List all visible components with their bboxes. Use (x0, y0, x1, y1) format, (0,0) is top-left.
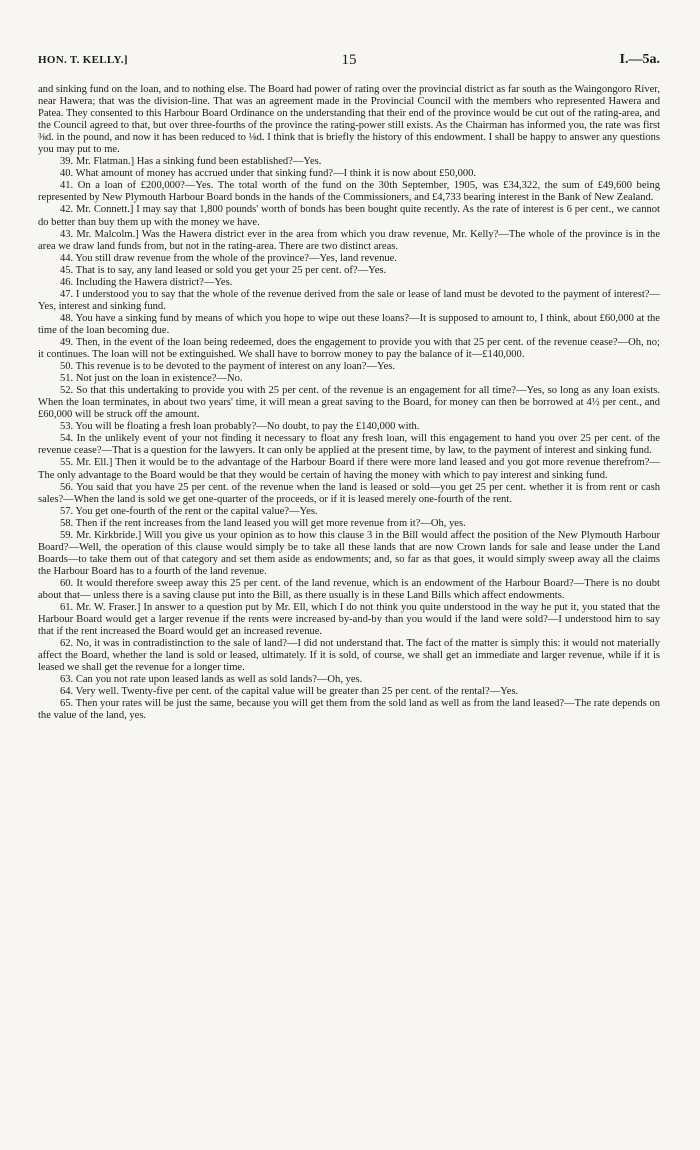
paragraph: 45. That is to say, any land leased or sold you get your 25 per cent. of?—Yes. (60, 264, 387, 276)
paragraph: 47. I understood you to say that the whole of the revenue derived from the sale or lease of land must be devoted to the payment of interest?—Yes, interest and sinking fund. (38, 288, 660, 312)
paragraph: 59. Mr. Kirkbride.] Will you give us your opinion as to how this clause 3 in the Bill would affect the position of the New Plymouth Harbour Board?—Well, the operation of this clause would simply be to take all these lands that are now Crown lands for sale and lease under the Land Boards—to take them out of that category and set them aside as endowments; and, so far as that goes, it would simply sweep away all the claims the Harbour Board has to a fourth of the land revenue. (38, 529, 660, 577)
paragraph: 55. Mr. Ell.] Then it would be to the advantage of the Harbour Board if there were more land leased and you got more revenue therefrom?—The only advantage to the Board would be that they would be certain of having the money with which to pay interest and sinking fund. (38, 457, 660, 481)
paragraph: 63. Can you not rate upon leased lands as well as sold lands?—Oh, yes. (60, 674, 363, 686)
page-body (38, 84, 660, 722)
paragraph: 64. Very well. Twenty-five per cent. of the capital value will be greater than 25 per cent. of the rental?—Yes. (60, 686, 519, 698)
paragraph: 50. This revenue is to be devoted to the payment of interest on any loan?—Yes. (60, 361, 395, 373)
paragraph: 42. Mr. Connett.] I may say that 1,800 pounds' worth of bonds has been bought quite recently. As the rate of interest is 6 per cent., we cannot do better than buy them up with the money we have. (38, 204, 660, 228)
paragraph: 62. No, it was in contradistinction to the sale of land?—I did not understand that. The fact of the matter is simply this: it would not materially affect the Board, whether the land is sold or leased, ultimately. If it is sold, of course, we shall get an immediate and larger revenue, while if it is leased we shall get the revenue for a longer time. (38, 638, 660, 674)
page-header (38, 52, 660, 74)
paragraph: 49. Then, in the event of the loan being redeemed, does the engagement to provide you with that 25 per cent. of the revenue cease?—Oh, no; it continues. The loan will not be extinguished. We shall have to borrow money to pay the balance of it—£140,000. (38, 336, 660, 361)
paragraph: 53. You will be floating a fresh loan probably?—No doubt, to pay the £140,000 with. (60, 421, 420, 433)
paragraph: and sinking fund on the loan, and to nothing else. The Board had power of rating over the provincial district as far south as the Waingongoro River, near Hawera; that was the division-line. That was an agreement made in the Provincial Council with the members who represented Hawera and Patea. They consented to this Harbour Board Ordinance on the understanding that their end of the province would be cut out of the rating-area, and the Council agreed to that, but over three-fourths of the province the rating-power still exists. As the Chairman has informed you, the rate was first ⅜d. in the pound, and now it has been reduced to ⅛d. I think that is briefly the history of this endowment. I shall be happy to answer any questions you may put to me. (38, 84, 660, 156)
paragraph: 60. It would therefore sweep away this 25 per cent. of the land revenue, which is an endowment of the Harbour Board?—There is no doubt about that— unless there is a saving clause put into the Bill, as there usually is in these Land Bills which affect endowments. (38, 577, 660, 601)
paragraph: 46. Including the Hawera district?—Yes. (60, 276, 233, 288)
paragraph: 39. Mr. Flatman.] Has a sinking fund been established?—Yes. (60, 156, 322, 168)
page-number: 15 (341, 52, 357, 68)
paragraph: 65. Then your rates will be just the same, because you will get them from the sold land as well as from the land leased?—The rate depends on the value of the land, yes. (38, 698, 660, 722)
paragraph: 56. You said that you have 25 per cent. of the revenue when the land is leased or sold—you get 25 per cent. whether it is from rent or cash sales?—When the land is sold we get one-quarter of the proceeds, or if it is leased merely one-fourth of the rent. (38, 481, 660, 505)
paragraph: 61. Mr. W. Fraser.] In answer to a question put by Mr. Ell, which I do not think you quite understood in the way he put it, you stated that the Harbour Board would get a larger revenue if the rents were increased by-and-by than you would if the land were sold?—I understood him to say that if the rent increased the Board would get an increased revenue. (38, 602, 660, 638)
paragraph: 43. Mr. Malcolm.] Was the Hawera district ever in the area from which you draw revenue, Mr. Kelly?—The whole of the province is in the area we draw land funds from, but not in the rating-area. There are two distinct areas. (38, 228, 660, 252)
paragraph: 41. On a loan of £200,000?—Yes. The total worth of the fund on the 30th September, 1905, was £34,322, the sum of £49,600 being represented by New Plymouth Harbour Board bonds in the hands of the Commissioners, and £4,733 bearing interest in the Bank of New Zealand. (38, 180, 660, 204)
paragraph: 52. So that this undertaking to provide you with 25 per cent. of the revenue is an engagement for all time?—Yes, so long as any loan exists. When the loan terminates, in about two years' time, it will mean a great saving to the Board, for money can then be borrowed at 4½ per cent., and £60,000 will be struck off the amount. (38, 385, 660, 421)
paragraph: 44. You still draw revenue from the whole of the province?—Yes, land revenue. (60, 252, 397, 264)
paragraph: 51. Not just on the loan in existence?—No. (60, 373, 243, 385)
paragraph: 58. Then if the rent increases from the land leased you will get more revenue from it?—Oh, yes. (60, 517, 466, 529)
paragraph: 48. You have a sinking fund by means of which you hope to wipe out these loans?—It is supposed to amount to, I think, about £60,000 at the time of the loan becoming due. (38, 312, 660, 336)
header-witness: HON. T. KELLY.] (38, 54, 128, 66)
paragraph: 57. You get one-fourth of the rent or the capital value?—Yes. (60, 505, 318, 517)
header-paper-reference: I.—5a. (619, 52, 660, 67)
paragraph: 40. What amount of money has accrued under that sinking fund?—I think it is now about £50,000. (60, 168, 477, 180)
paragraph: 54. In the unlikely event of your not finding it necessary to float any fresh loan, will this engagement to hand you over 25 per cent. of the revenue cease?—That is a question for the lawyers. It can only be applied at the present time, by law, to the payment of interest and sinking fund. (38, 433, 660, 457)
